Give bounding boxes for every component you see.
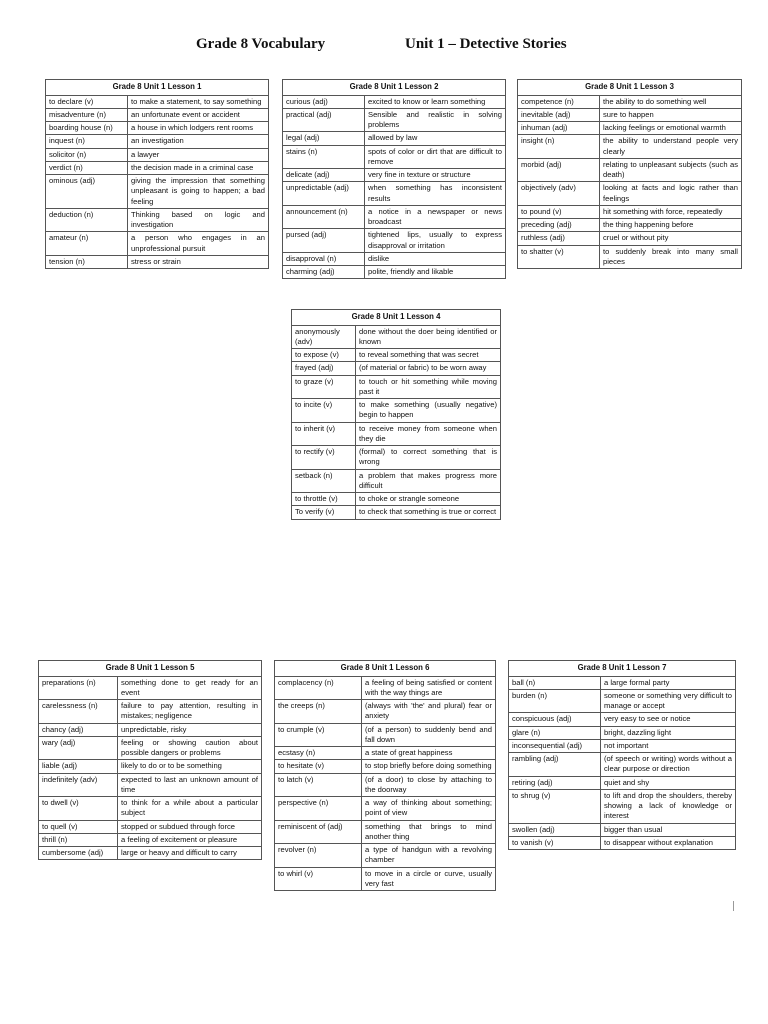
vocab-row <box>283 169 506 182</box>
vocab-term: disapproval (n) <box>283 252 365 265</box>
vocab-term: practical (adj) <box>283 108 365 132</box>
vocab-definition: someone or something very difficult to manage or accept <box>601 689 736 713</box>
lesson-title: Grade 8 Unit 1 Lesson 1 <box>46 80 269 96</box>
vocab-definition: something that brings to mind another thing <box>362 820 496 844</box>
vocab-row <box>292 325 501 349</box>
vocab-row <box>518 122 742 135</box>
vocab-row <box>292 493 501 506</box>
vocab-row <box>46 161 269 174</box>
vocab-definition: excited to know or learn something <box>365 95 506 108</box>
vocab-definition: an investigation <box>128 135 269 148</box>
vocab-row <box>275 820 496 844</box>
vocab-definition: to make a statement, to say something <box>128 95 269 108</box>
vocab-definition: to receive money from someone when they die <box>356 422 501 446</box>
vocab-definition: bright, dazzling light <box>601 726 736 739</box>
vocab-term: inhuman (adj) <box>518 122 600 135</box>
vocab-row <box>292 349 501 362</box>
vocab-term: liable (adj) <box>39 760 118 773</box>
vocab-definition: a way of thinking about something; point of view <box>362 797 496 821</box>
vocab-term: cumbersome (adj) <box>39 847 118 860</box>
vocab-definition: (always with 'the' and plural) fear or anxiety <box>362 700 496 724</box>
vocab-term: indefinitely (adv) <box>39 773 118 797</box>
vocab-row <box>518 95 742 108</box>
vocab-term: objectively (adv) <box>518 182 600 206</box>
vocab-definition: to disappear without explanation <box>601 836 736 849</box>
vocab-row <box>509 823 736 836</box>
vocab-definition: when something has inconsistent results <box>365 182 506 206</box>
vocab-definition: quiet and shy <box>601 776 736 789</box>
vocab-row <box>292 362 501 375</box>
vocab-term: wary (adj) <box>39 736 118 760</box>
vocab-definition: cruel or without pity <box>600 232 742 245</box>
vocab-term: to shrug (v) <box>509 789 601 823</box>
vocab-row <box>46 175 269 209</box>
vocab-row <box>39 833 262 846</box>
vocab-term: inconsequential (adj) <box>509 739 601 752</box>
vocab-term: conspicuous (adj) <box>509 713 601 726</box>
vocab-term: boarding house (n) <box>46 122 128 135</box>
vocab-row <box>39 847 262 860</box>
vocab-term: to pound (v) <box>518 205 600 218</box>
vocab-definition: a notice in a newspaper or news broadcast <box>365 205 506 229</box>
vocab-row <box>283 182 506 206</box>
vocab-term: ominous (adj) <box>46 175 128 209</box>
vocab-row <box>46 135 269 148</box>
vocab-definition: the ability to do something well <box>600 95 742 108</box>
vocab-definition: a lawyer <box>128 148 269 161</box>
vocab-row <box>275 844 496 868</box>
vocab-term: preceding (adj) <box>518 219 600 232</box>
lesson-table-3 <box>517 79 742 269</box>
vocab-row <box>283 229 506 253</box>
vocab-definition: polite, friendly and likable <box>365 266 506 279</box>
vocab-term: to declare (v) <box>46 95 128 108</box>
vocab-definition: (of a door) to close by attaching to the doorway <box>362 773 496 797</box>
vocab-definition: to reveal something that was secret <box>356 349 501 362</box>
vocab-row <box>509 836 736 849</box>
vocab-term: to dwell (v) <box>39 797 118 821</box>
vocab-term: misadventure (n) <box>46 108 128 121</box>
vocab-term: stains (n) <box>283 145 365 169</box>
vocab-term: swollen (adj) <box>509 823 601 836</box>
lesson-title: Grade 8 Unit 1 Lesson 4 <box>292 310 501 326</box>
vocab-row <box>39 797 262 821</box>
vocab-definition: bigger than usual <box>601 823 736 836</box>
vocab-definition: stopped or subdued through force <box>118 820 262 833</box>
vocab-row <box>46 122 269 135</box>
vocab-definition: a state of great happiness <box>362 747 496 760</box>
vocab-definition: dislike <box>365 252 506 265</box>
vocab-term: to expose (v) <box>292 349 356 362</box>
vocab-row <box>509 689 736 713</box>
vocab-term: to quell (v) <box>39 820 118 833</box>
vocab-definition: Thinking based on logic and investigation <box>128 208 269 232</box>
vocab-row <box>46 95 269 108</box>
vocab-definition: a problem that makes progress more difficult <box>356 469 501 493</box>
vocab-row <box>292 422 501 446</box>
vocab-term: legal (adj) <box>283 132 365 145</box>
vocab-term: glare (n) <box>509 726 601 739</box>
lesson-table-6 <box>274 660 496 891</box>
vocab-row <box>518 135 742 159</box>
vocab-row <box>39 676 262 700</box>
vocab-row <box>283 266 506 279</box>
vocab-definition: to move in a circle or curve, usually very fast <box>362 867 496 891</box>
vocab-row <box>39 723 262 736</box>
vocab-definition: an unfortunate event or accident <box>128 108 269 121</box>
vocab-definition: stress or strain <box>128 255 269 268</box>
lesson-table-7 <box>508 660 736 850</box>
vocab-definition: to suddenly break into many small pieces <box>600 245 742 269</box>
vocab-row <box>509 713 736 726</box>
vocab-definition: lacking feelings or emotional warmth <box>600 122 742 135</box>
vocab-definition: spots of color or dirt that are difficult to remove <box>365 145 506 169</box>
vocab-row <box>275 747 496 760</box>
vocab-term: setback (n) <box>292 469 356 493</box>
vocab-term: unpredictable (adj) <box>283 182 365 206</box>
vocab-term: amateur (n) <box>46 232 128 256</box>
vocab-term: verdict (n) <box>46 161 128 174</box>
vocab-definition: a type of handgun with a revolving chamber <box>362 844 496 868</box>
vocab-definition: relating to unpleasant subjects (such as death) <box>600 158 742 182</box>
vocab-definition: (of a person) to suddenly bend and fall down <box>362 723 496 747</box>
vocab-definition: the ability to understand people very clearly <box>600 135 742 159</box>
vocab-definition: to lift and drop the shoulders, thereby showing a lack of knowledge or interest <box>601 789 736 823</box>
vocab-definition: (of speech or writing) words without a clear purpose or direction <box>601 753 736 777</box>
vocab-definition: a large formal party <box>601 676 736 689</box>
vocab-row <box>518 245 742 269</box>
vocab-term: to incite (v) <box>292 399 356 423</box>
vocab-term: to crumple (v) <box>275 723 362 747</box>
vocab-term: frayed (adj) <box>292 362 356 375</box>
vocab-term: ecstasy (n) <box>275 747 362 760</box>
vocab-row <box>275 773 496 797</box>
vocab-term: the creeps (n) <box>275 700 362 724</box>
vocab-definition: to stop briefly before doing something <box>362 760 496 773</box>
lesson-title: Grade 8 Unit 1 Lesson 2 <box>283 80 506 96</box>
vocab-row <box>46 255 269 268</box>
vocab-row <box>39 820 262 833</box>
vocab-row <box>292 469 501 493</box>
vocab-definition: very fine in texture or structure <box>365 169 506 182</box>
vocab-row <box>46 108 269 121</box>
vocab-definition: large or heavy and difficult to carry <box>118 847 262 860</box>
vocab-definition: tightened lips, usually to express disapproval or irritation <box>365 229 506 253</box>
vocab-term: competence (n) <box>518 95 600 108</box>
vocab-term: deduction (n) <box>46 208 128 232</box>
vocab-definition: to think for a while about a particular subject <box>118 797 262 821</box>
vocab-term: curious (adj) <box>283 95 365 108</box>
vocab-row <box>275 723 496 747</box>
vocab-term: thrill (n) <box>39 833 118 846</box>
vocab-term: revolver (n) <box>275 844 362 868</box>
vocab-definition: to check that something is true or correct <box>356 506 501 519</box>
vocab-row <box>39 736 262 760</box>
vocab-definition: expected to last an unknown amount of time <box>118 773 262 797</box>
vocab-term: solicitor (n) <box>46 148 128 161</box>
vocab-row <box>46 208 269 232</box>
vocab-term: inquest (n) <box>46 135 128 148</box>
vocab-row <box>275 676 496 700</box>
vocab-definition: a feeling of being satisfied or content with the way things are <box>362 676 496 700</box>
vocab-term: to inherit (v) <box>292 422 356 446</box>
vocab-definition: hit something with force, repeatedly <box>600 205 742 218</box>
document-title-left: Grade 8 Vocabulary <box>196 36 326 52</box>
vocab-term: tension (n) <box>46 255 128 268</box>
vocab-definition: very easy to see or notice <box>601 713 736 726</box>
vocab-definition: unpredictable, risky <box>118 723 262 736</box>
vocab-term: delicate (adj) <box>283 169 365 182</box>
vocab-term: pursed (adj) <box>283 229 365 253</box>
vocab-row <box>292 375 501 399</box>
lesson-title: Grade 8 Unit 1 Lesson 5 <box>39 661 262 677</box>
vocab-definition: allowed by law <box>365 132 506 145</box>
document-title-right: Unit 1 – Detective Stories <box>405 36 567 52</box>
vocab-row <box>283 108 506 132</box>
vocab-term: burden (n) <box>509 689 601 713</box>
vocab-row <box>509 753 736 777</box>
vocab-row <box>46 148 269 161</box>
vocab-term: to vanish (v) <box>509 836 601 849</box>
vocab-term: anonymously (adv) <box>292 325 356 349</box>
vocab-term: to throttle (v) <box>292 493 356 506</box>
vocab-definition: to touch or hit something while moving past it <box>356 375 501 399</box>
vocab-row <box>518 158 742 182</box>
vocab-row <box>292 506 501 519</box>
vocab-definition: a feeling of excitement or pleasure <box>118 833 262 846</box>
vocab-definition: not important <box>601 739 736 752</box>
vocab-row <box>46 232 269 256</box>
vocab-definition: a person who engages in an unprofessional pursuit <box>128 232 269 256</box>
vocab-row <box>275 760 496 773</box>
vocab-row <box>509 789 736 823</box>
vocab-term: insight (n) <box>518 135 600 159</box>
lesson-title: Grade 8 Unit 1 Lesson 3 <box>518 80 742 96</box>
vocab-definition: to choke or strangle someone <box>356 493 501 506</box>
vocab-term: to whirl (v) <box>275 867 362 891</box>
vocab-row <box>283 145 506 169</box>
vocab-row <box>39 773 262 797</box>
vocab-row <box>275 797 496 821</box>
vocab-row <box>509 676 736 689</box>
vocab-definition: the decision made in a criminal case <box>128 161 269 174</box>
vocab-term: ball (n) <box>509 676 601 689</box>
vocab-definition: giving the impression that something unpleasant is going to happen; a bad feeling <box>128 175 269 209</box>
vocab-definition: failure to pay attention, resulting in mistakes; negligence <box>118 700 262 724</box>
vocab-definition: feeling or showing caution about possible dangers or problems <box>118 736 262 760</box>
vocab-definition: sure to happen <box>600 108 742 121</box>
vocab-row <box>509 726 736 739</box>
vocab-term: to shatter (v) <box>518 245 600 269</box>
vocab-term: complacency (n) <box>275 676 362 700</box>
vocab-row <box>518 219 742 232</box>
vocab-term: perspective (n) <box>275 797 362 821</box>
vocab-term: reminiscent of (adj) <box>275 820 362 844</box>
lesson-table-1 <box>45 79 269 269</box>
vocab-term: to rectify (v) <box>292 446 356 470</box>
vocab-definition: the thing happening before <box>600 219 742 232</box>
vocab-row <box>275 867 496 891</box>
vocab-row <box>283 132 506 145</box>
vocab-term: to latch (v) <box>275 773 362 797</box>
vocab-row <box>292 446 501 470</box>
vocab-row <box>518 205 742 218</box>
lesson-title: Grade 8 Unit 1 Lesson 6 <box>275 661 496 677</box>
vocab-row <box>283 252 506 265</box>
vocab-row <box>518 108 742 121</box>
vocab-row <box>275 700 496 724</box>
vocab-row <box>283 205 506 229</box>
vocab-term: rambling (adj) <box>509 753 601 777</box>
vocab-row <box>509 739 736 752</box>
lesson-table-5 <box>38 660 262 860</box>
vocab-term: To verify (v) <box>292 506 356 519</box>
lesson-title: Grade 8 Unit 1 Lesson 7 <box>509 661 736 677</box>
vocab-term: inevitable (adj) <box>518 108 600 121</box>
lesson-table-4 <box>291 309 501 520</box>
vocab-definition: something done to get ready for an event <box>118 676 262 700</box>
vocab-definition: (formal) to correct something that is wrong <box>356 446 501 470</box>
vocab-definition: to make something (usually negative) begin to happen <box>356 399 501 423</box>
vocab-row <box>509 776 736 789</box>
vocab-term: preparations (n) <box>39 676 118 700</box>
vocab-row <box>283 95 506 108</box>
vocab-term: chancy (adj) <box>39 723 118 736</box>
vocab-row <box>39 760 262 773</box>
vocab-term: charming (adj) <box>283 266 365 279</box>
vocab-term: morbid (adj) <box>518 158 600 182</box>
vocab-row <box>39 700 262 724</box>
vocab-definition: done without the doer being identified or known <box>356 325 501 349</box>
vocab-term: carelessness (n) <box>39 700 118 724</box>
vocab-definition: (of material or fabric) to be worn away <box>356 362 501 375</box>
vocab-term: announcement (n) <box>283 205 365 229</box>
vocab-term: ruthless (adj) <box>518 232 600 245</box>
vocab-definition: likely to do or to be something <box>118 760 262 773</box>
vocab-term: retiring (adj) <box>509 776 601 789</box>
vocab-term: to hesitate (v) <box>275 760 362 773</box>
vocab-row <box>292 399 501 423</box>
lesson-table-2 <box>282 79 506 279</box>
vocab-definition: Sensible and realistic in solving problems <box>365 108 506 132</box>
vocab-term: to graze (v) <box>292 375 356 399</box>
vocab-definition: a house in which lodgers rent rooms <box>128 122 269 135</box>
page-edge-mark <box>733 901 734 911</box>
vocab-row <box>518 182 742 206</box>
vocab-row <box>518 232 742 245</box>
vocab-definition: looking at facts and logic rather than feelings <box>600 182 742 206</box>
